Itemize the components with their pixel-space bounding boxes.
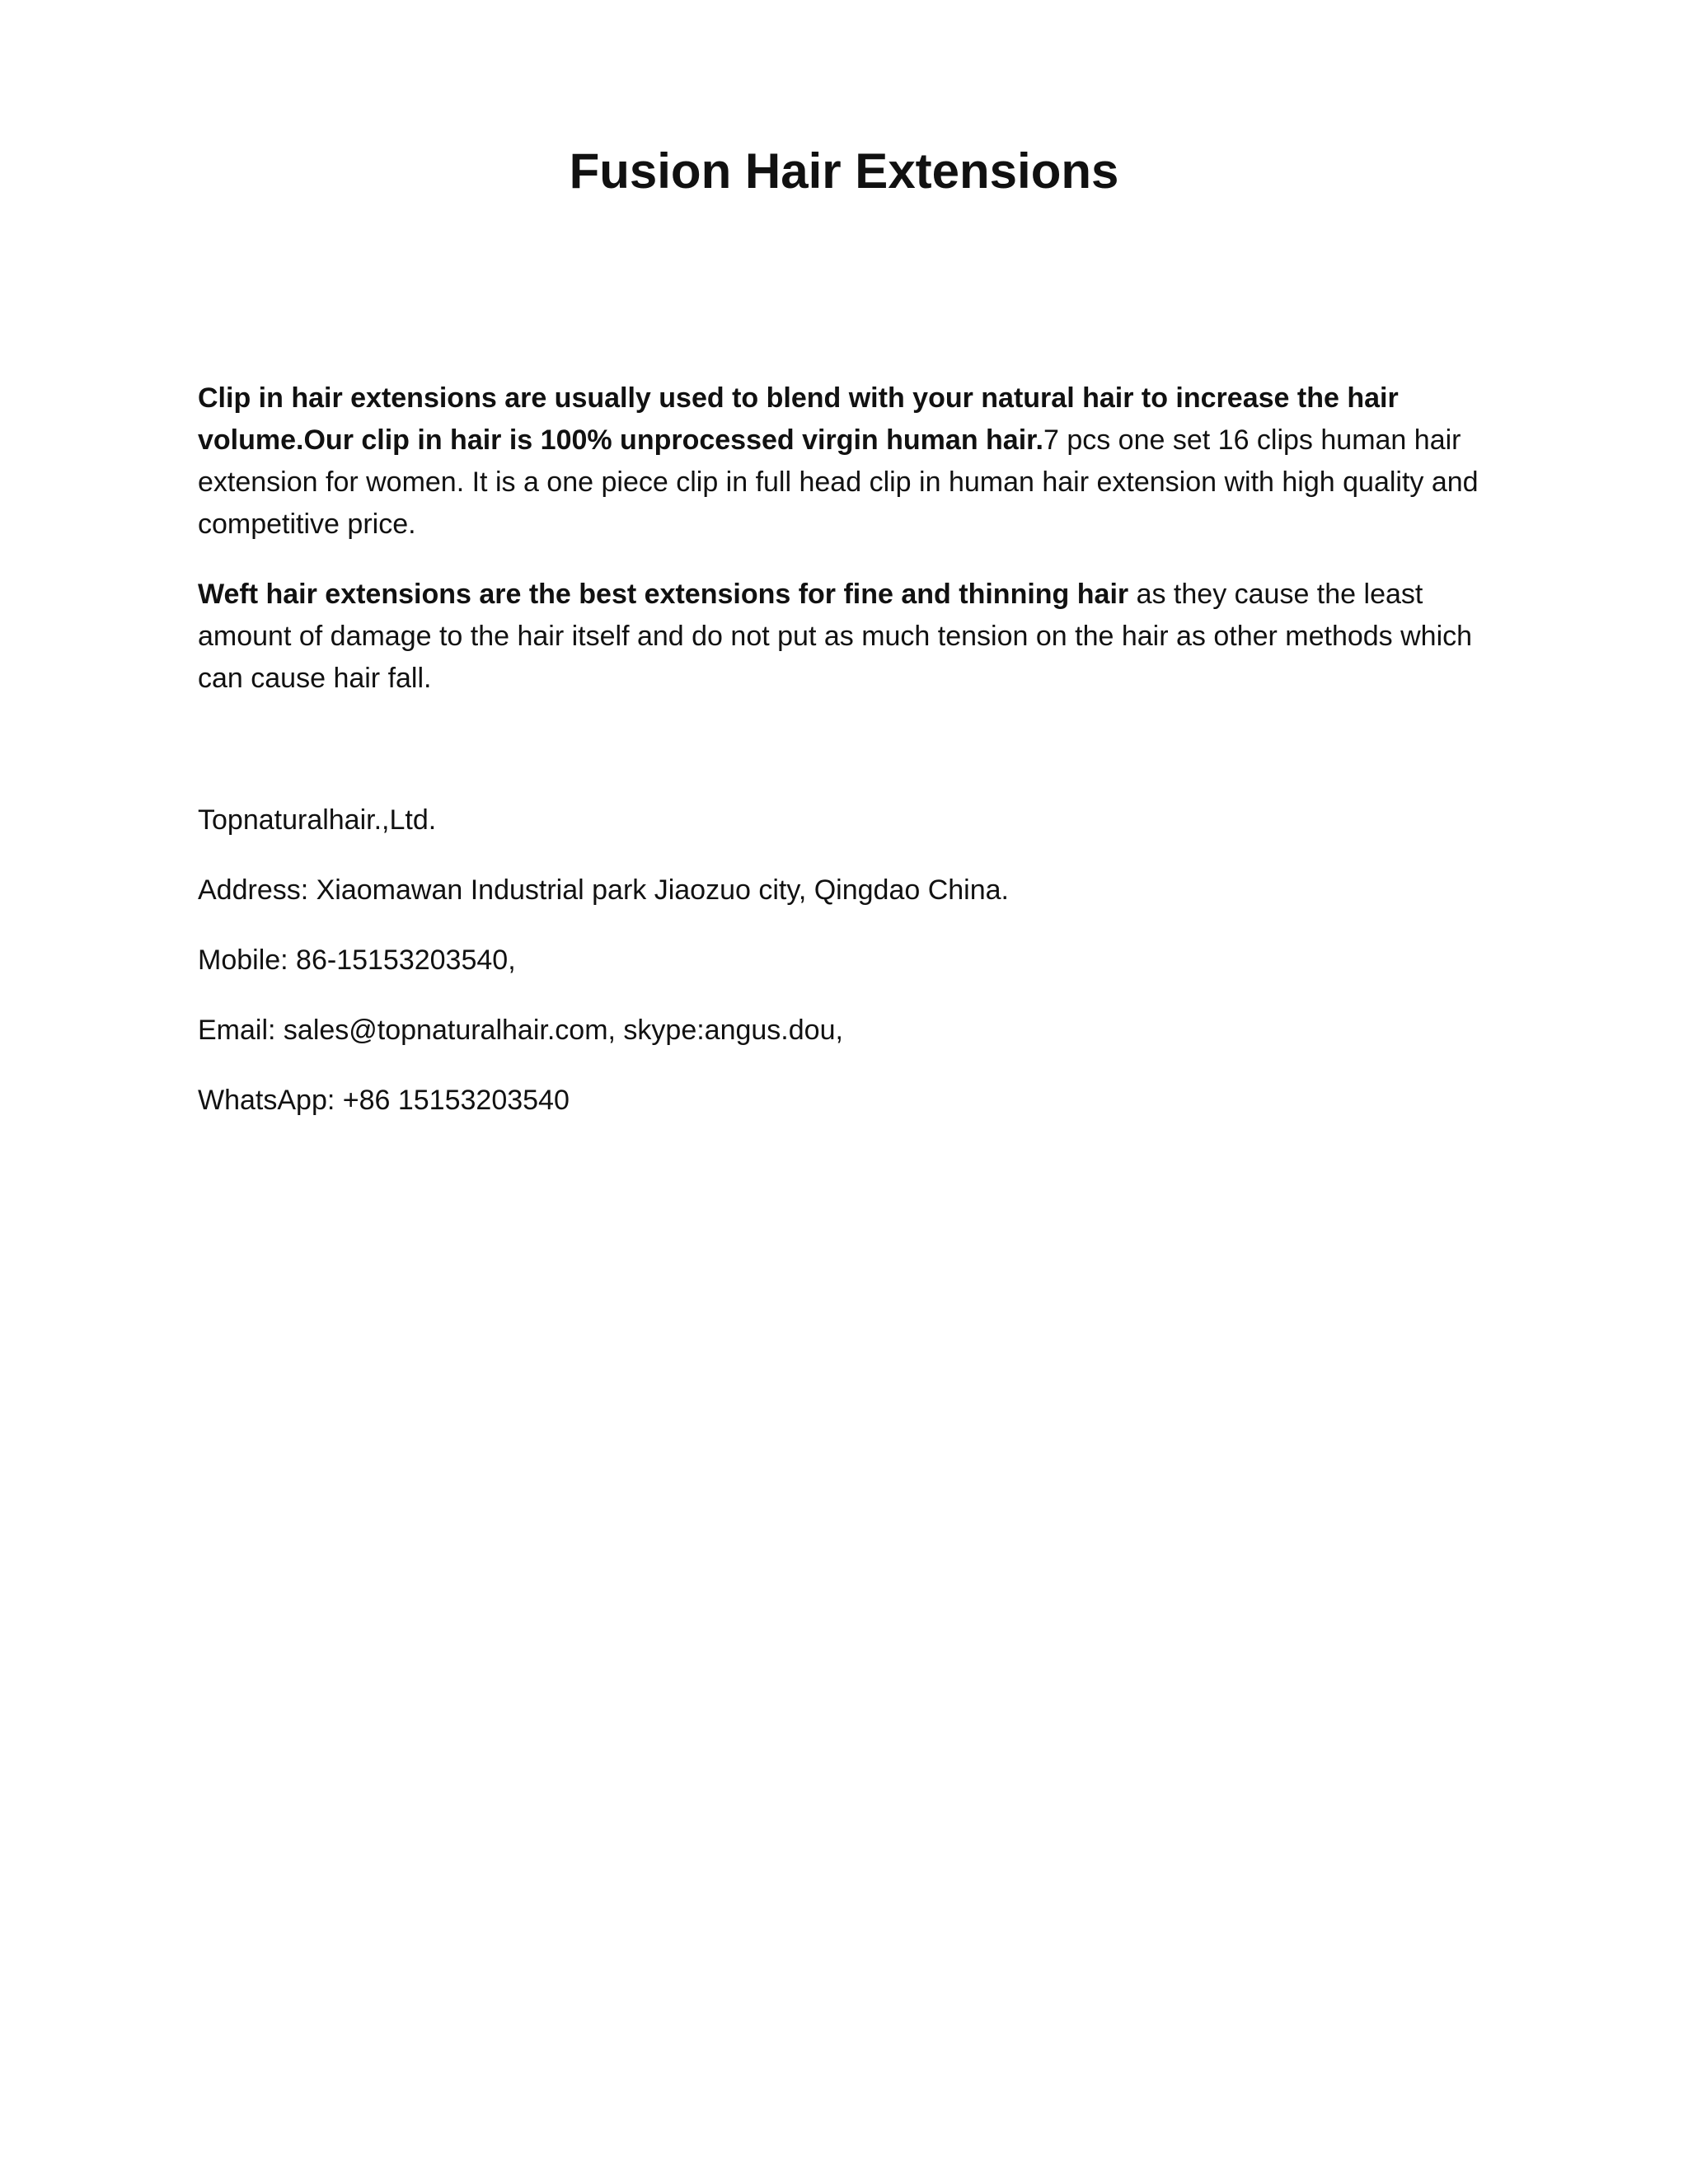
paragraph-clip-in-bold: Clip in hair extensions are usually used to blend with your natural hair to increase the hair volume.Our clip in hair is 100% unprocessed virgin human hair. (198, 382, 1399, 456)
paragraph-weft-bold: Weft hair extensions are the best extensions for fine and thinning hair (198, 579, 1129, 610)
body-text (198, 377, 1500, 700)
paragraph-clip-in (198, 377, 1500, 546)
page-title: Fusion Hair Extensions (569, 143, 1119, 199)
paragraph-clip-in-regular: 7 pcs one set 16 clips human hair extension for women. It is a one piece clip in full head clip in human hair extension with high quality and competitive price. (198, 424, 1479, 540)
paragraph-weft (198, 574, 1500, 700)
contact-block (198, 799, 1500, 1150)
mobile-line: Mobile: 86-15153203540, (198, 944, 516, 976)
address-line: Address: Xiaomawan Industrial park Jiaozuo city, Qingdao China. (198, 874, 1009, 906)
company-name: Topnaturalhair.,Ltd. (198, 804, 437, 836)
paragraph-weft-regular: as they cause the least amount of damage to the hair itself and do not put as much tension on the hair as other methods which can cause hair fall. (198, 579, 1473, 694)
whatsapp-line: WhatsApp: +86 15153203540 (198, 1085, 570, 1116)
email-line: Email: sales@topnaturalhair.com, skype:angus.dou, (198, 1015, 843, 1046)
